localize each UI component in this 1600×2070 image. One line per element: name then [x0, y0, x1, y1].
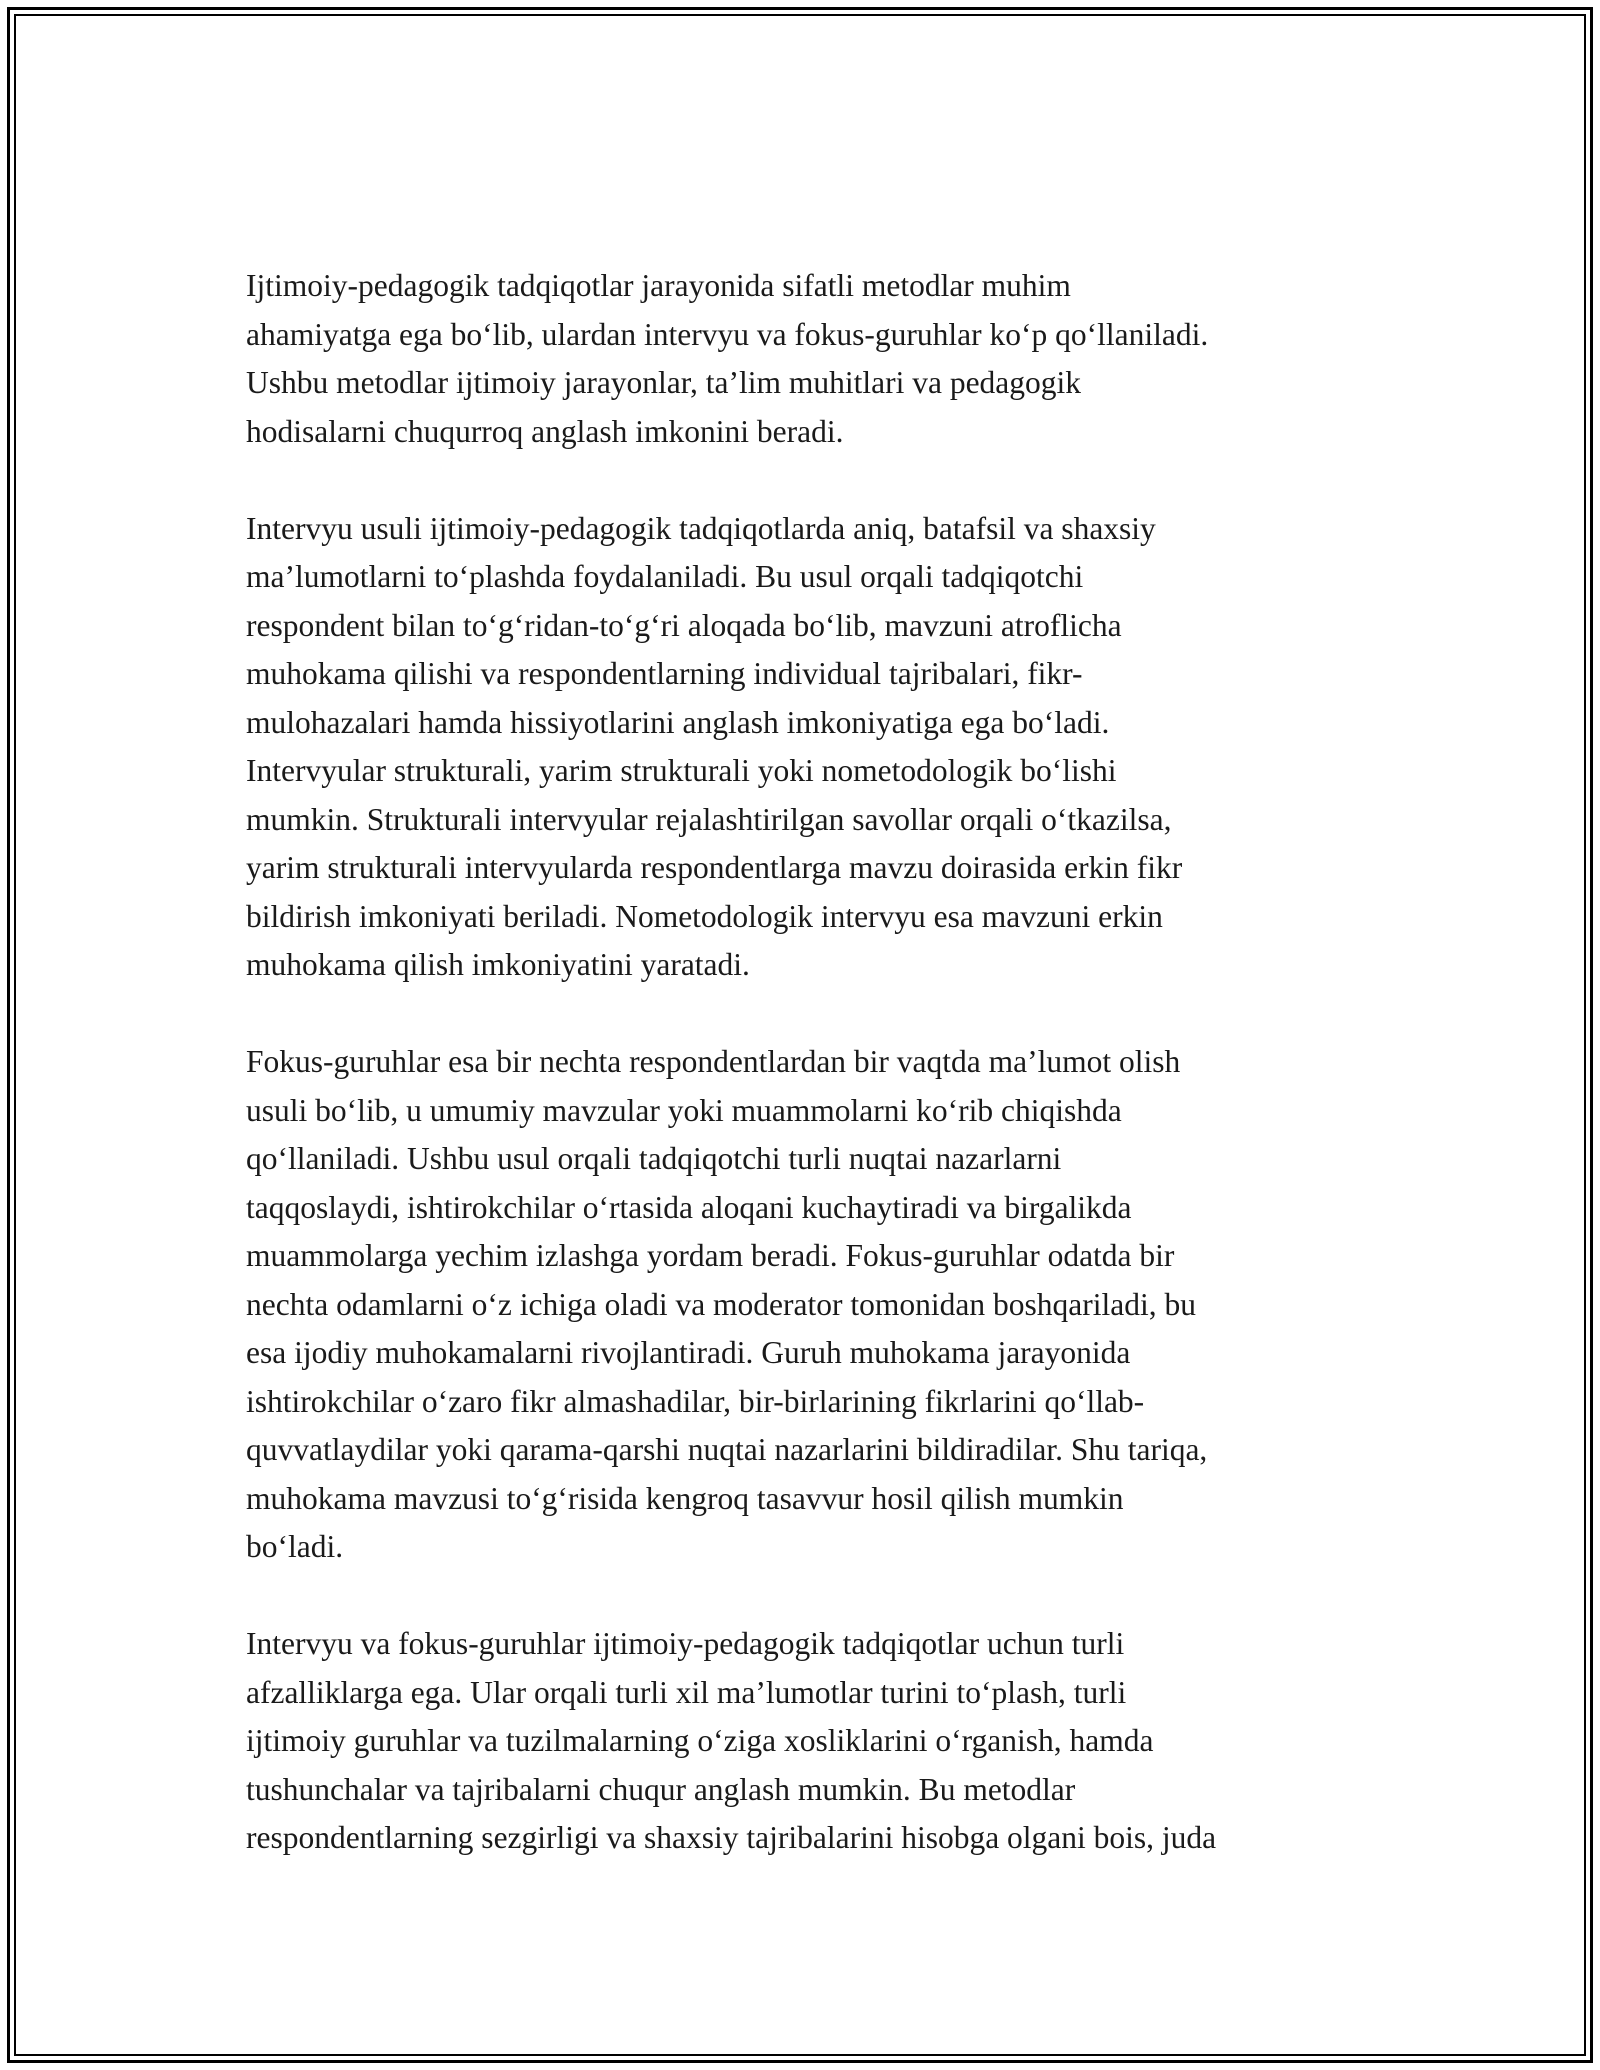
text-line: Fokus-guruhlar esa bir nechta respondentlardan bir vaqtda maʼlumot olish	[246, 1044, 1181, 1079]
text-line: respondent bilan toʻgʻridan-toʻgʻri aloqada boʻlib, mavzuni atroflicha	[246, 607, 1122, 643]
paragraph-1	[246, 262, 1396, 456]
text-line: esa ijodiy muhokamalarni rivojlantiradi. Guruh muhokama jarayonida	[246, 1335, 1131, 1370]
text-line: afzalliklarga ega. Ular orqali turli xil maʼlumotlar turini toʻplash, turli	[246, 1674, 1127, 1710]
text-line: Ushbu metodlar ijtimoiy jarayonlar, taʼlim muhitlari va pedagogik	[246, 365, 1082, 400]
text-line: ahamiyatga ega boʻlib, ulardan intervyu va fokus-guruhlar koʻp qoʻllaniladi.	[246, 316, 1209, 352]
page-frame	[7, 7, 1593, 2063]
text-line: mulohazalari hamda hissiyotlarini anglash imkoniyatiga ega boʻladi.	[246, 704, 1110, 740]
document-body	[246, 262, 1396, 1863]
text-line: Intervyu va fokus-guruhlar ijtimoiy-pedagogik tadqiqotlar uchun turli	[246, 1626, 1125, 1661]
text-line: muammolarga yechim izlashga yordam beradi. Fokus-guruhlar odatda bir	[246, 1238, 1175, 1273]
text-line: tushunchalar va tajribalarni chuqur anglash mumkin. Bu metodlar	[246, 1771, 1076, 1807]
text-line: maʼlumotlarni toʻplashda foydalaniladi. Bu usul orqali tadqiqotchi	[246, 559, 1084, 594]
text-line: nechta odamlarni oʻz ichiga oladi va moderator tomonidan boshqariladi, bu	[246, 1286, 1196, 1322]
text-line: ijtimoiy guruhlar va tuzilmalarning oʻziga xosliklarini oʻrganish, hamda	[246, 1723, 1154, 1758]
text-line: ishtirokchilar oʻzaro fikr almashadilar, bir-birlarining fikrlarini qoʻllab-	[246, 1383, 1145, 1419]
text-line: muhokama qilish imkoniyatini yaratadi.	[246, 947, 750, 982]
text-line: Ijtimoiy-pedagogik tadqiqotlar jarayonida sifatli metodlar muhim	[246, 268, 1071, 303]
text-line: muhokama mavzusi toʻgʻrisida kengroq tasavvur hosil qilish mumkin	[246, 1480, 1124, 1516]
text-line: respondentlarning sezgirligi va shaxsiy tajribalarini hisobga olgani bois, juda	[246, 1820, 1217, 1855]
paragraph-4	[246, 1620, 1396, 1863]
text-line: bildirish imkoniyati beriladi. Nometodologik intervyu esa mavzuni erkin	[246, 898, 1163, 934]
text-line: boʻladi.	[246, 1529, 344, 1564]
text-line: Intervyu usuli ijtimoiy-pedagogik tadqiqotlarda aniq, batafsil va shaxsiy	[246, 510, 1156, 546]
text-line: mumkin. Strukturali intervyular rejalashtirilgan savollar orqali oʻtkazilsa,	[246, 801, 1172, 837]
text-line: Intervyular strukturali, yarim strukturali yoki nometodologik boʻlishi	[246, 753, 1117, 788]
text-line: yarim strukturali intervyularda respondentlarga mavzu doirasida erkin fikr	[246, 850, 1183, 885]
text-line: hodisalarni chuqurroq anglash imkonini beradi.	[246, 413, 844, 449]
text-line: qoʻllaniladi. Ushbu usul orqali tadqiqotchi turli nuqtai nazarlarni	[246, 1141, 1062, 1176]
text-line: quvvatlaydilar yoki qarama-qarshi nuqtai nazarlarini bildiradilar. Shu tariqa,	[246, 1432, 1208, 1467]
paragraph-3	[246, 1038, 1396, 1572]
text-line: muhokama qilishi va respondentlarning individual tajribalari, fikr-	[246, 656, 1083, 691]
text-line: taqqoslaydi, ishtirokchilar oʻrtasida aloqani kuchaytiradi va birgalikda	[246, 1189, 1132, 1225]
text-line: usuli boʻlib, u umumiy mavzular yoki muammolarni koʻrib chiqishda	[246, 1092, 1122, 1128]
paragraph-2	[246, 505, 1396, 990]
